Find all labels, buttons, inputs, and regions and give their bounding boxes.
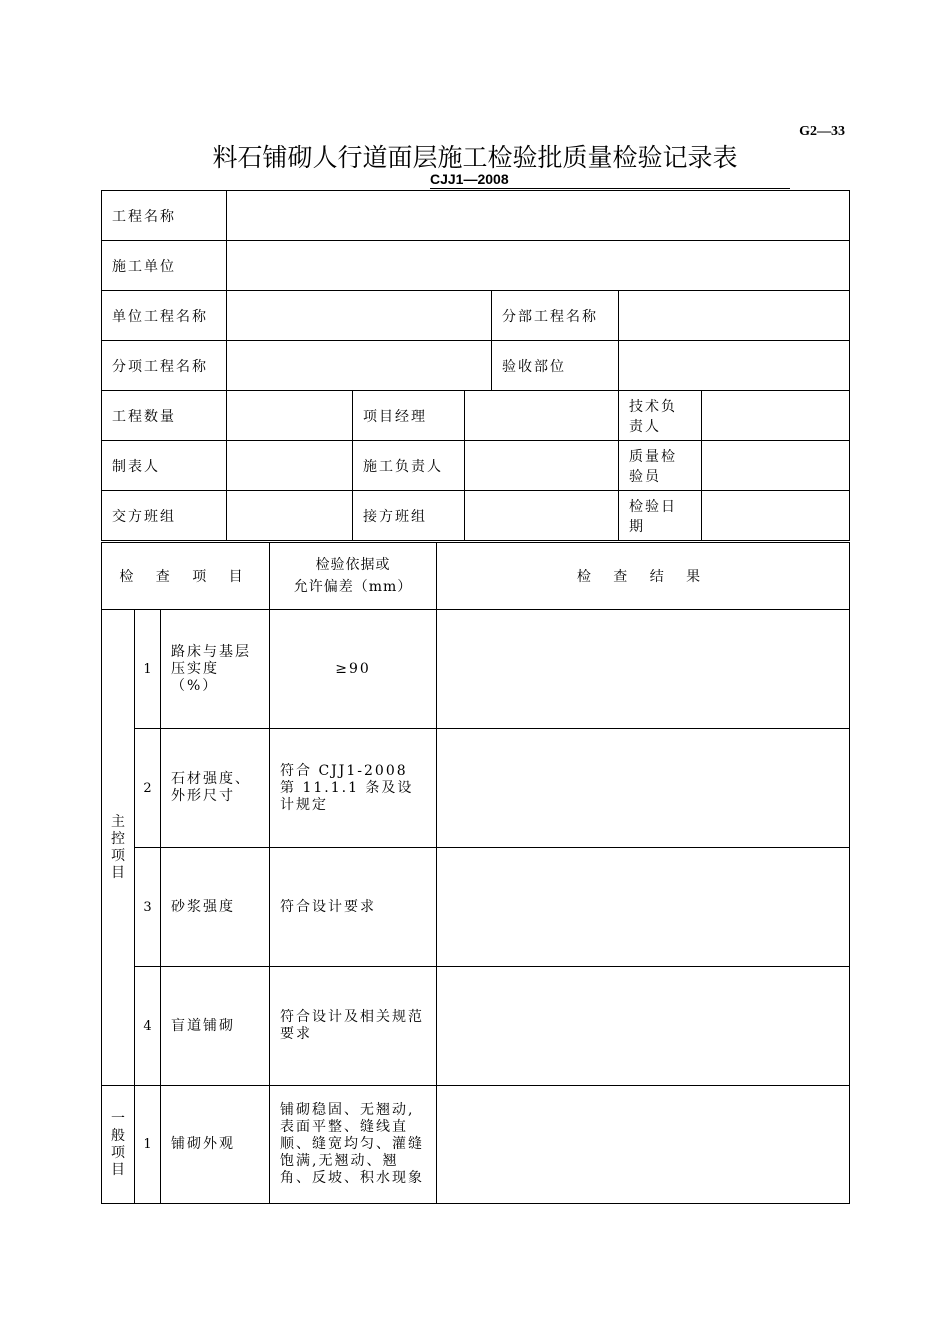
unit-project-field[interactable] [227, 291, 492, 341]
construction-lead-field[interactable] [465, 441, 619, 491]
group-char: 目 [111, 864, 125, 881]
preparer-field[interactable] [227, 441, 353, 491]
group-char: 一 [111, 1110, 125, 1127]
acceptance-part-field[interactable] [619, 341, 850, 391]
project-name-label: 工程名称 [102, 191, 227, 241]
receiving-team-label: 接方班组 [353, 491, 465, 541]
project-manager-field[interactable] [465, 391, 619, 441]
inspection-date-field[interactable] [702, 491, 850, 541]
item-number: 4 [135, 967, 161, 1086]
unit-project-label: 单位工程名称 [102, 291, 227, 341]
item-number: 2 [135, 729, 161, 848]
standard-reference: CJJ1—2008 [430, 170, 790, 189]
quality-inspector-field[interactable] [702, 441, 850, 491]
project-name-field[interactable] [227, 191, 850, 241]
subitem-project-field[interactable] [227, 341, 492, 391]
header-check-result: 检 查 结 果 [437, 543, 850, 610]
item-criterion: 铺砌稳固、无翘动,表面平整、缝线直顺、缝宽均匀、灌缝饱满,无翘动、翘角、反坡、积水现象 [270, 1086, 437, 1204]
header-check-item: 检 查 项 目 [102, 543, 270, 610]
subitem-project-label: 分项工程名称 [102, 341, 227, 391]
division-project-label: 分部工程名称 [492, 291, 619, 341]
item-name: 盲道铺砌 [161, 967, 270, 1086]
form-code: G2—33 [799, 124, 845, 139]
preparer-label: 制表人 [102, 441, 227, 491]
item-result-field[interactable] [437, 729, 850, 848]
construction-lead-label: 施工负责人 [353, 441, 465, 491]
construction-unit-field[interactable] [227, 241, 850, 291]
group-char: 目 [111, 1161, 125, 1178]
item-name: 石材强度、外形尺寸 [161, 729, 270, 848]
general-group [102, 1086, 135, 1204]
technical-lead-label: 技术负责人 [619, 391, 702, 441]
group-char: 控 [111, 830, 125, 847]
project-manager-label: 项目经理 [353, 391, 465, 441]
item-criterion: 符合设计要求 [270, 848, 437, 967]
item-criterion: 符合 CJJ1-2008 第 11.1.1 条及设计规定 [270, 729, 437, 848]
construction-unit-label: 施工单位 [102, 241, 227, 291]
item-result-field[interactable] [437, 848, 850, 967]
item-number: 3 [135, 848, 161, 967]
inspection-table [101, 542, 850, 1204]
item-criterion: ≥90 [270, 610, 437, 729]
main-control-group [102, 610, 135, 1086]
header-basis-line1: 检验依据或 [315, 557, 391, 573]
item-number: 1 [135, 610, 161, 729]
handover-team-label: 交方班组 [102, 491, 227, 541]
division-project-field[interactable] [619, 291, 850, 341]
quality-inspector-label: 质量检验员 [619, 441, 702, 491]
group-char: 项 [111, 1144, 125, 1161]
technical-lead-field[interactable] [702, 391, 850, 441]
item-result-field[interactable] [437, 967, 850, 1086]
group-char: 主 [111, 813, 125, 830]
header-basis [270, 543, 437, 610]
item-result-field[interactable] [437, 1086, 850, 1204]
project-info-table [101, 190, 850, 541]
receiving-team-field[interactable] [465, 491, 619, 541]
item-criterion: 符合设计及相关规范要求 [270, 967, 437, 1086]
acceptance-part-label: 验收部位 [492, 341, 619, 391]
item-name: 铺砌外观 [161, 1086, 270, 1204]
header-basis-line2: 允许偏差（mm） [293, 579, 413, 595]
group-char: 般 [111, 1127, 125, 1144]
item-name: 路床与基层压实度（%） [161, 610, 270, 729]
inspection-date-label: 检验日期 [619, 491, 702, 541]
handover-team-field[interactable] [227, 491, 353, 541]
item-name: 砂浆强度 [161, 848, 270, 967]
group-char: 项 [111, 847, 125, 864]
quantity-label: 工程数量 [102, 391, 227, 441]
quantity-field[interactable] [227, 391, 353, 441]
page-title: 料石铺砌人行道面层施工检验批质量检验记录表 [212, 143, 738, 172]
item-number: 1 [135, 1086, 161, 1204]
item-result-field[interactable] [437, 610, 850, 729]
